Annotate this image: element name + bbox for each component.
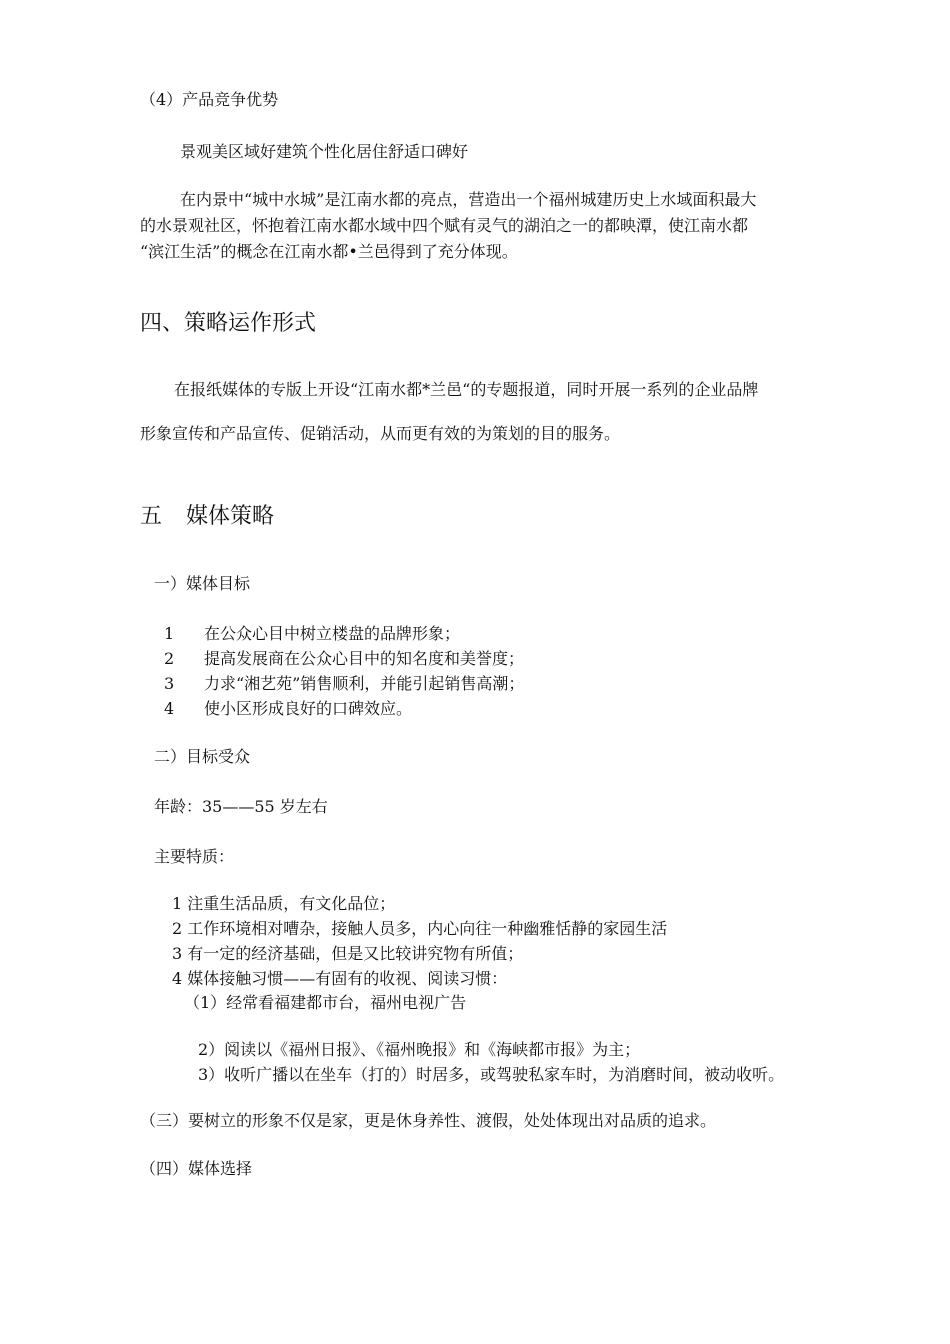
media-goal-item <box>164 649 524 669</box>
product-slogan: 景观美区域好建筑个性化居住舒适口碑好 <box>180 142 469 161</box>
section-five-title: 媒体策略 <box>186 504 275 529</box>
audience-trait-item: 3 有一定的经济基础，但是又比较讲究物有所值； <box>172 944 524 963</box>
product-advantage-subtitle: （4）产品竞争优势 <box>140 90 279 109</box>
audience-age: 年龄：35——55 岁左右 <box>154 797 328 816</box>
audience-trait-item: 2 工作环境相对嘈杂，接触人员多，内心向往一种幽雅恬静的家园生活 <box>172 919 668 938</box>
product-paragraph-line-3: “滨江生活”的概念在江南水都•兰邑得到了充分体现。 <box>140 242 518 261</box>
media-habit-item: （1）经常看福建都市台，福州电视广告 <box>184 993 467 1012</box>
media-selection-title: （四）媒体选择 <box>140 1159 253 1178</box>
media-goal-text: 提高发展商在公众心目中的知名度和美誉度； <box>204 649 525 668</box>
section-four-heading: 四、策略运作形式 <box>140 311 317 336</box>
media-goal-text: 力求“湘艺苑”销售顺利，并能引起销售高潮； <box>204 674 525 693</box>
media-habit-item: 3）收听广播以在坐车（打的）时居多，或驾驶私家车时，为消磨时间，被动收听。 <box>198 1065 785 1084</box>
section-four-paragraph-line-2: 形象宣传和产品宣传、促销活动，从而更有效的为策划的目的服务。 <box>140 424 621 443</box>
audience-trait-item: 1 注重生活品质，有文化品位； <box>172 894 396 913</box>
media-goal-item <box>164 699 412 719</box>
media-goal-item <box>164 624 460 644</box>
media-goal-text: 在公众心目中树立楼盘的品牌形象； <box>204 624 461 643</box>
product-paragraph-line-2: 的水景观社区，怀抱着江南水都水域中四个赋有灵气的湖泊之一的都映潭，使江南水都 <box>140 216 749 235</box>
audience-trait-item: 4 媒体接触习惯——有固有的收视、阅读习惯： <box>172 969 508 988</box>
brand-image-statement: （三）要树立的形象不仅是家，更是休身养性、渡假，处处体现出对品质的追求。 <box>140 1111 717 1130</box>
section-five-number: 五 <box>140 504 163 529</box>
media-habit-item: 2）阅读以《福州日报》、《福州晚报》和《海峡都市报》为主； <box>198 1040 641 1059</box>
media-goal-number: 1 <box>164 624 175 643</box>
target-audience-title: 二）目标受众 <box>154 747 251 766</box>
section-four-paragraph-line-1: 在报纸媒体的专版上开设“江南水都*兰邑“的专题报道，同时开展一系列的企业品牌 <box>174 380 759 399</box>
media-goal-number: 3 <box>164 674 175 693</box>
media-goal-number: 4 <box>164 699 175 718</box>
section-five-heading <box>140 503 274 531</box>
media-goal-number: 2 <box>164 649 175 668</box>
media-goals-title: 一）媒体目标 <box>154 574 251 593</box>
product-paragraph-line-1: 在内景中“城中水城”是江南水都的亮点，营造出一个福州城建历史上水域面积最大 <box>180 190 757 209</box>
audience-traits-title: 主要特质： <box>154 847 235 866</box>
media-goal-item <box>164 674 524 694</box>
media-goal-text: 使小区形成良好的口碑效应。 <box>204 699 413 718</box>
